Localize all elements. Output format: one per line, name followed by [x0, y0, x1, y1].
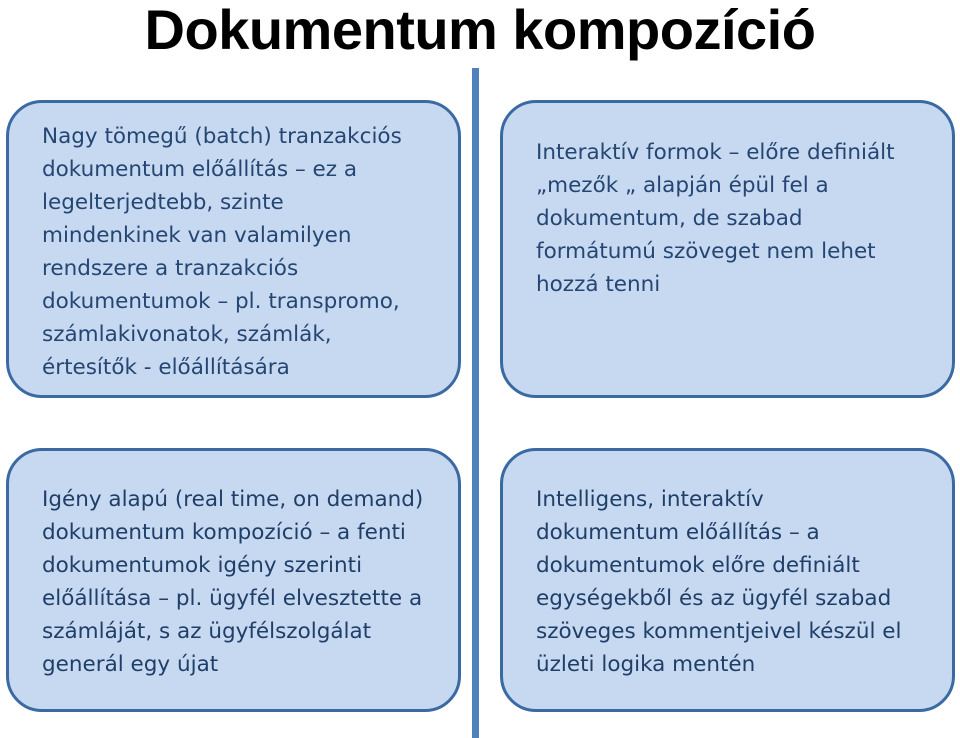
- on-demand-composition-box: [6, 448, 461, 712]
- batch-composition-box: [6, 100, 461, 398]
- interactive-forms-box: [500, 100, 955, 398]
- intelligent-composition-box: [500, 448, 955, 712]
- interactive-forms-text: Interaktív formok – előre definiált „mezők „ alapján épül fel a dokumentum, de szabad formátumú szöveget nem lehet hozzá tenni: [536, 140, 895, 297]
- slide-title: Dokumentum kompozíció: [144, 0, 816, 61]
- intelligent-composition-text: Intelligens, interaktív dokumentum előállítás – a dokumentumok előre definiált egységekből és az ügyfél szabad szöveges kommentjeivel készül el üzleti logika mentén: [536, 487, 902, 677]
- batch-composition-text: Nagy tömegű (batch) tranzakciós dokumentum előállítás – ez a legelterjedtebb, szinte mindenkinek van valamilyen rendszere a tranzakciós dokumentumok – pl. transpromo, számlakivonatok, számlák, értesítők - előállítására: [42, 124, 402, 380]
- on-demand-composition-text: Igény alapú (real time, on demand) dokumentum kompozíció – a fenti dokumentumok igény szerinti előállítása – pl. ügyfél elvesztette a számláját, s az ügyfélszolgálat generál egy újat: [42, 487, 424, 677]
- vertical-divider: [472, 68, 479, 738]
